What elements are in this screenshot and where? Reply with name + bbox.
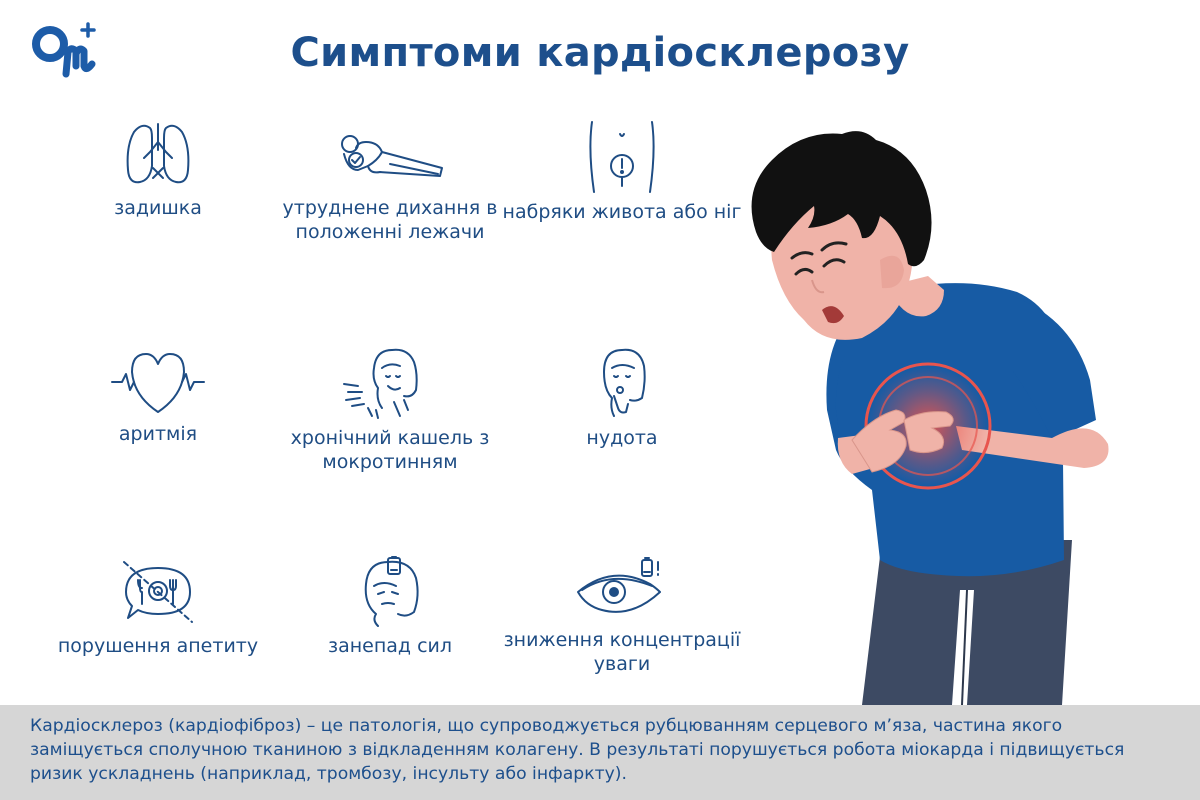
symptom-appetite-loss xyxy=(38,556,278,658)
nausea-woman-icon xyxy=(582,346,662,420)
lying-person-icon xyxy=(330,120,450,190)
symptom-nausea xyxy=(502,346,742,450)
symptom-label: занепад сил xyxy=(327,635,453,657)
symptom-chronic-cough xyxy=(270,346,510,474)
symptom-shortness-of-breath xyxy=(38,120,278,220)
symptom-label: зниження концентрації уваги xyxy=(503,629,741,675)
low-energy-woman-icon xyxy=(348,556,432,628)
lungs-icon xyxy=(120,120,196,190)
footer-text: Кардіосклероз (кардіофіброз) – це патологія, що супроводжується рубцюванням серцевого м’яза, частина якого заміщується сполучною тканиною з відкладенням колагену. В результаті порушується робота міокарда і підвищується ризик ускладнень (наприклад, тромбозу, інсульту або інфаркту). xyxy=(30,716,1125,784)
symptom-concentration-loss xyxy=(502,556,742,676)
symptom-label: задишка xyxy=(114,197,202,219)
eye-attention-icon xyxy=(572,556,672,622)
no-food-icon xyxy=(118,556,198,628)
page-title: Симптоми кардіосклерозу xyxy=(290,30,910,76)
symptom-label: порушення апетиту xyxy=(57,635,259,657)
symptom-edema xyxy=(502,120,742,224)
symptom-fatigue xyxy=(270,556,510,658)
symptom-label: хронічний кашель з мокротинням xyxy=(290,427,490,473)
symptom-arrhythmia xyxy=(38,346,278,446)
symptom-label: утруднене дихання в положенні лежачи xyxy=(282,197,498,243)
symptom-label: набряки живота або ніг xyxy=(502,201,742,223)
symptom-orthopnea xyxy=(270,120,510,244)
symptom-label: нудота xyxy=(586,427,658,449)
swollen-abdomen-icon xyxy=(582,120,662,194)
footer-description-box xyxy=(0,705,1200,800)
symptom-label: аритмія xyxy=(118,423,198,445)
coughing-woman-icon xyxy=(342,346,438,420)
heart-pulse-icon xyxy=(110,346,206,416)
man-chest-pain-illustration xyxy=(712,120,1122,705)
